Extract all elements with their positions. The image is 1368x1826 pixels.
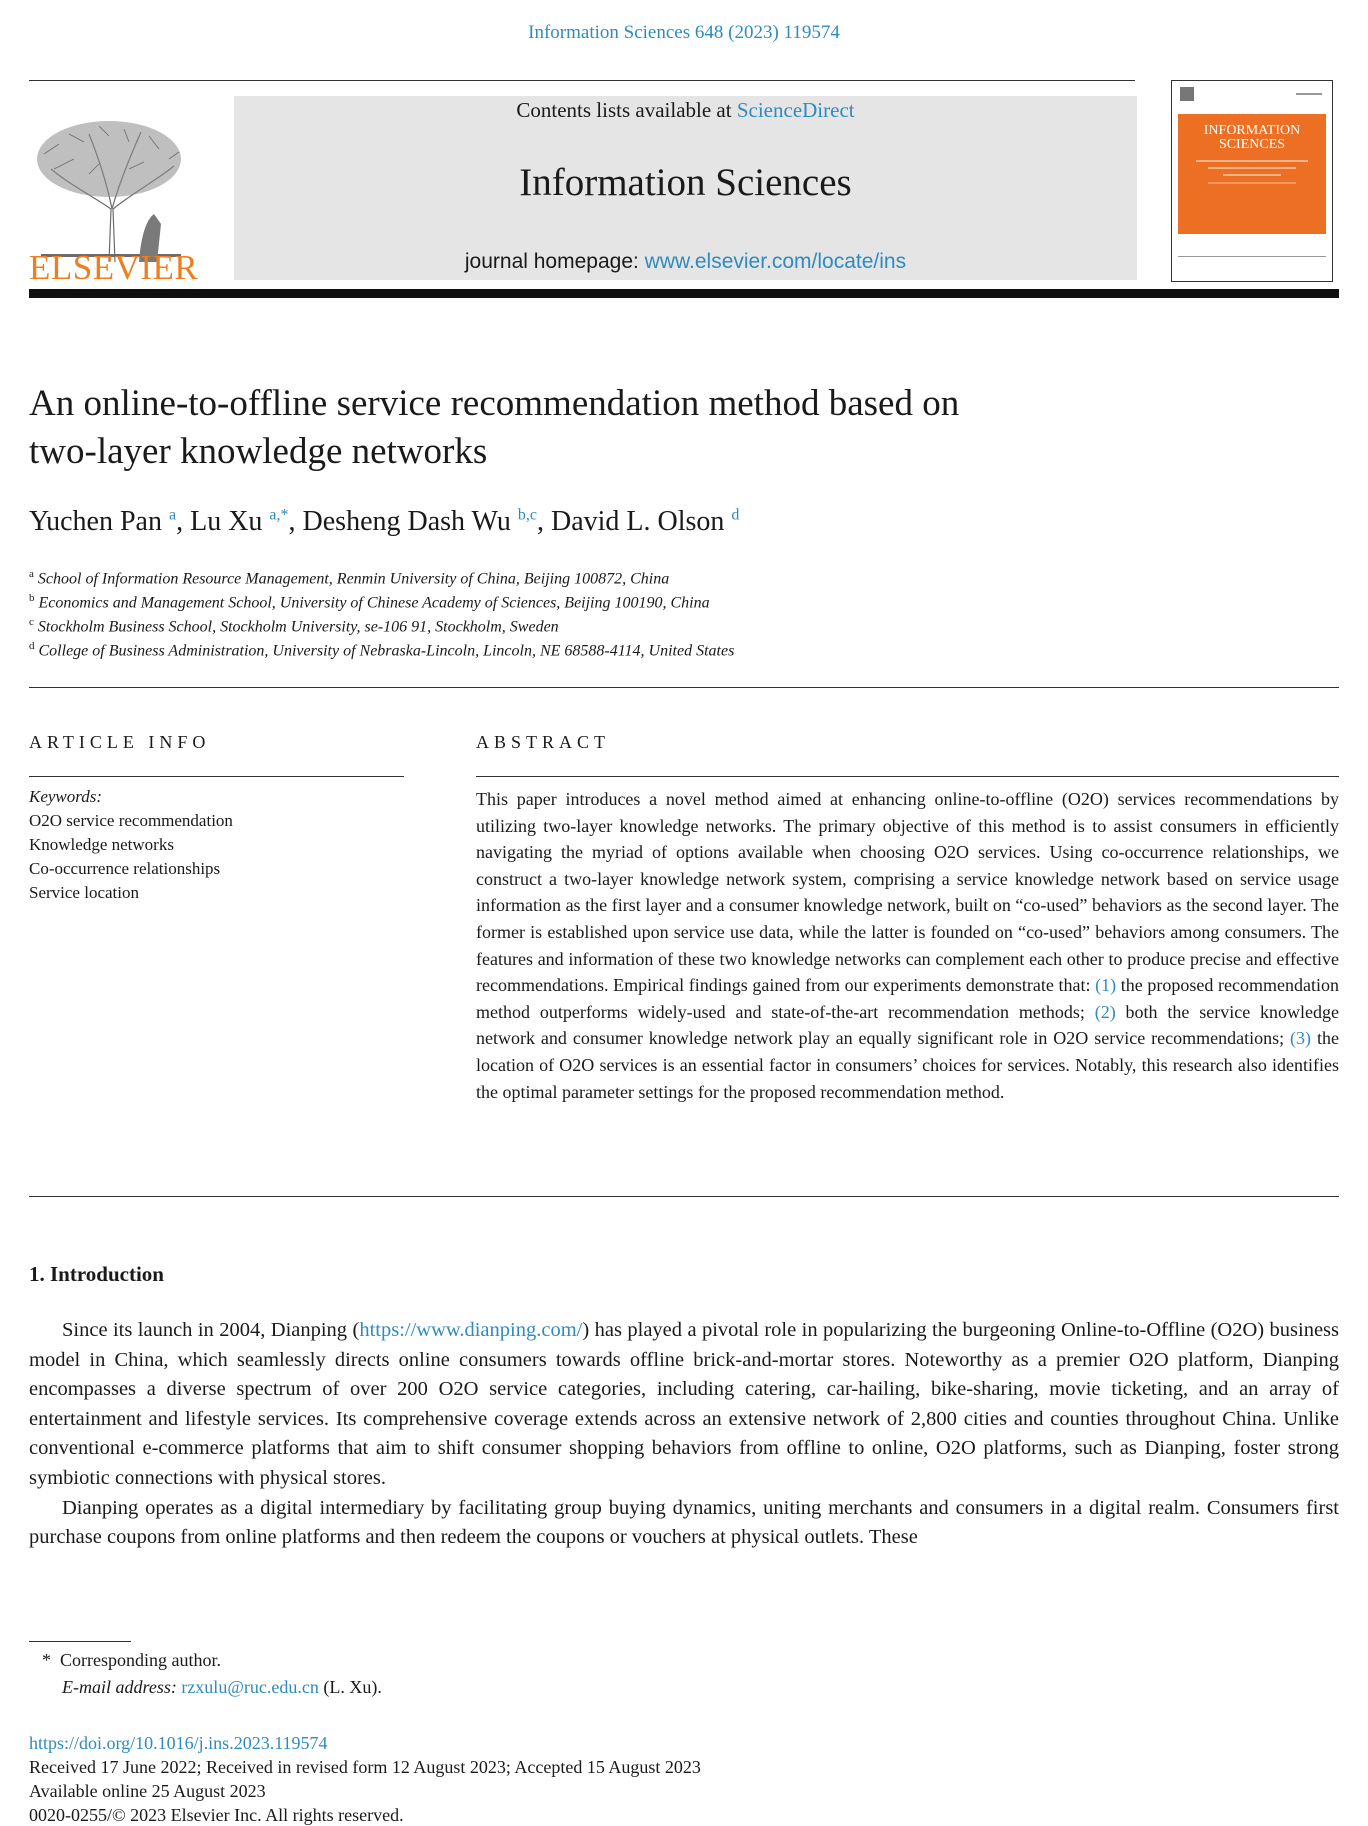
homepage-prefix: journal homepage: <box>464 250 645 273</box>
homepage-link[interactable]: www.elsevier.com/locate/ins <box>644 250 907 273</box>
article-title <box>29 380 1329 476</box>
article-info-heading: ARTICLE INFO <box>29 732 211 752</box>
journal-cover-thumbnail <box>1171 80 1333 282</box>
email-label: E-mail address: <box>62 1677 177 1697</box>
corresponding-author-note <box>42 1650 221 1671</box>
journal-name: Information Sciences <box>519 161 852 204</box>
cover-bottom-rule <box>1178 256 1326 257</box>
publisher-logo-text: ELSEVIER <box>29 248 199 287</box>
author-name: Lu Xu <box>190 506 263 537</box>
affiliation-text: Economics and Management School, University of Chinese Academy of Sciences, Beijing 100190, China <box>38 594 710 612</box>
contents-prefix: Contents lists available at <box>516 98 737 122</box>
keyword-item: Service location <box>29 883 139 902</box>
section-divider <box>29 687 1339 688</box>
sciencedirect-link[interactable]: ScienceDirect <box>736 98 855 122</box>
author-affiliation-mark[interactable]: b,c <box>517 506 537 524</box>
abstract-text: the location of O2O services is an essential factor in consumers’ choices for services. Notably, this research also identifies the optimal parameter settings for the proposed recommendation method. <box>476 1028 1339 1102</box>
copyright-notice: 0020-0255/© 2023 Elsevier Inc. All rights reserved. <box>29 1805 404 1825</box>
introduction-body <box>29 1316 1339 1553</box>
available-online-date: Available online 25 August 2023 <box>29 1781 266 1801</box>
author-affiliation-mark[interactable]: d <box>731 506 740 524</box>
paragraph <box>29 1316 1339 1494</box>
affiliation-mark: c <box>29 616 34 628</box>
abstract-text: the proposed recommendation method outperforms widely-used and state-of-the-art recommendation methods; <box>476 975 1340 1022</box>
keywords-label: Keywords: <box>29 787 103 806</box>
keyword-item: O2O service recommendation <box>29 811 233 830</box>
abstract-ref-3[interactable]: (3) <box>1290 1028 1312 1049</box>
author-list: Yuchen Pan $^a$, Lu Xu $^{a,*}$, Desheng Dash Wu $^{b,c}$, David L. Olson $^d$ <box>29 506 740 537</box>
footnote-text: Corresponding author. <box>60 1650 221 1670</box>
title-line-2: two-layer knowledge networks <box>29 431 488 472</box>
paragraph-text: ) has played a pivotal role in popularizing the burgeoning Online-to-Offline (O2O) business model in China, which seamlessly directs online consumers towards offline brick-and-mortar stores. Noteworthy as a premier O2O platform, Dianping encompasses a diverse spectrum of over 200 O2O service categories, including catering, car-hailing, bike-sharing, movie ticketing, and an array of entertainment and lifestyle services. Its comprehensive coverage extends across an extensive network of 2,800 cities and counties throughout China. Unlike conventional e-commerce platforms that aim to shift consumer shopping behaviors from offline to online, O2O platforms, such as Dianping, foster strong symbiotic connections with physical stores. <box>29 1319 1340 1489</box>
email-link[interactable]: rzxulu@ruc.edu.cn <box>181 1677 319 1697</box>
cover-subline <box>1223 174 1281 176</box>
cover-publisher-mark-icon <box>1176 85 1326 105</box>
affiliation <box>29 568 669 588</box>
dianping-link[interactable]: https://www.dianping.com/ <box>359 1319 583 1341</box>
affiliation-mark: b <box>29 592 35 604</box>
cover-subline <box>1208 167 1296 169</box>
abstract-rule <box>476 776 1339 777</box>
author-name: David L. Olson <box>550 506 725 537</box>
affiliation-text: Stockholm Business School, Stockholm University, se-106 91, Stockholm, Sweden <box>37 618 559 636</box>
cover-subline <box>1208 182 1296 184</box>
affiliation-mark: d <box>29 640 35 652</box>
abstract-ref-2[interactable]: (2) <box>1094 1001 1116 1022</box>
section-divider <box>29 1196 1339 1197</box>
contents-line <box>234 98 1137 123</box>
abstract-text: both the service knowledge network and consumer knowledge network play an equally significant role in O2O service recommendations; <box>476 1001 1339 1049</box>
abstract-text: This paper introduces a novel method aimed at enhancing online-to-offline (O2O) services recommendations by utilizing two-layer knowledge networks. The primary objective of this method is to assist consumers in efficiently navigating the myriad of options available when choosing O2O services. Using co-occurrence relationships, we construct a two-layer knowledge network system, comprising a service knowledge network based on service usage information as the first layer and a consumer knowledge network, built on “co-used” behaviors as the second layer. The former is established upon service use data, while the latter is founded on “co-used” behaviors among consumers. The features and information of these two knowledge networks can complement each other to produce precise and effective recommendations. Empirical findings gained from our experiments demonstrate that: <box>476 789 1339 996</box>
header-top-rule <box>29 80 1135 81</box>
author-affiliation-mark[interactable]: a <box>168 506 177 524</box>
abstract-body <box>476 786 1339 1105</box>
introduction-heading: 1. Introduction <box>29 1262 164 1286</box>
doi-link[interactable]: https://doi.org/10.1016/j.ins.2023.119574 <box>29 1733 328 1753</box>
footnote-mark: * <box>42 1650 51 1670</box>
paragraph: Dianping operates as a digital intermediary by facilitating group buying dynamics, uniting merchants and consumers in a digital realm. Consumers first purchase coupons from online platforms and then redeem the coupons or vouchers at physical outlets. These <box>29 1496 1339 1549</box>
keyword-item: Knowledge networks <box>29 835 174 854</box>
cover-title-line2: SCIENCES <box>1218 137 1286 152</box>
keywords-block <box>29 785 233 905</box>
cover-subline <box>1196 160 1308 162</box>
affiliation <box>29 640 734 660</box>
cover-title-line1: INFORMATION <box>1203 123 1301 138</box>
title-line-1: An online-to-offline service recommendation method based on <box>29 383 960 424</box>
affiliation-text: School of Information Resource Management, Renmin University of China, Beijing 100872, China <box>37 570 670 588</box>
abstract-heading: ABSTRACT <box>476 732 611 752</box>
journal-citation[interactable]: Information Sciences 648 (2023) 119574 <box>528 22 840 43</box>
affiliation <box>29 616 559 636</box>
email-suffix: (L. Xu). <box>318 1677 382 1697</box>
homepage-line <box>234 250 1137 274</box>
author-affiliation-mark[interactable]: a,* <box>269 506 289 524</box>
affiliation-text: College of Business Administration, University of Nebraska-Lincoln, Lincoln, NE 68588-4114, United States <box>38 642 735 660</box>
paragraph-text: Since its launch in 2004, Dianping ( <box>62 1319 360 1341</box>
footnote-rule <box>29 1641 131 1642</box>
received-dates: Received 17 June 2022; Received in revised form 12 August 2023; Accepted 15 August 2023 <box>29 1757 701 1777</box>
header-thick-rule <box>29 289 1339 298</box>
author-name: Desheng Dash Wu <box>302 506 511 537</box>
article-info-rule <box>29 776 404 777</box>
cover-orange-panel <box>1178 114 1326 234</box>
affiliation <box>29 592 710 612</box>
cover-title <box>1178 124 1326 152</box>
author-name: Yuchen Pan <box>29 506 162 537</box>
keyword-item: Co-occurrence relationships <box>29 859 221 878</box>
affiliation-mark: a <box>29 568 34 580</box>
abstract-ref-1[interactable]: (1) <box>1095 975 1117 996</box>
email-note <box>62 1677 382 1698</box>
